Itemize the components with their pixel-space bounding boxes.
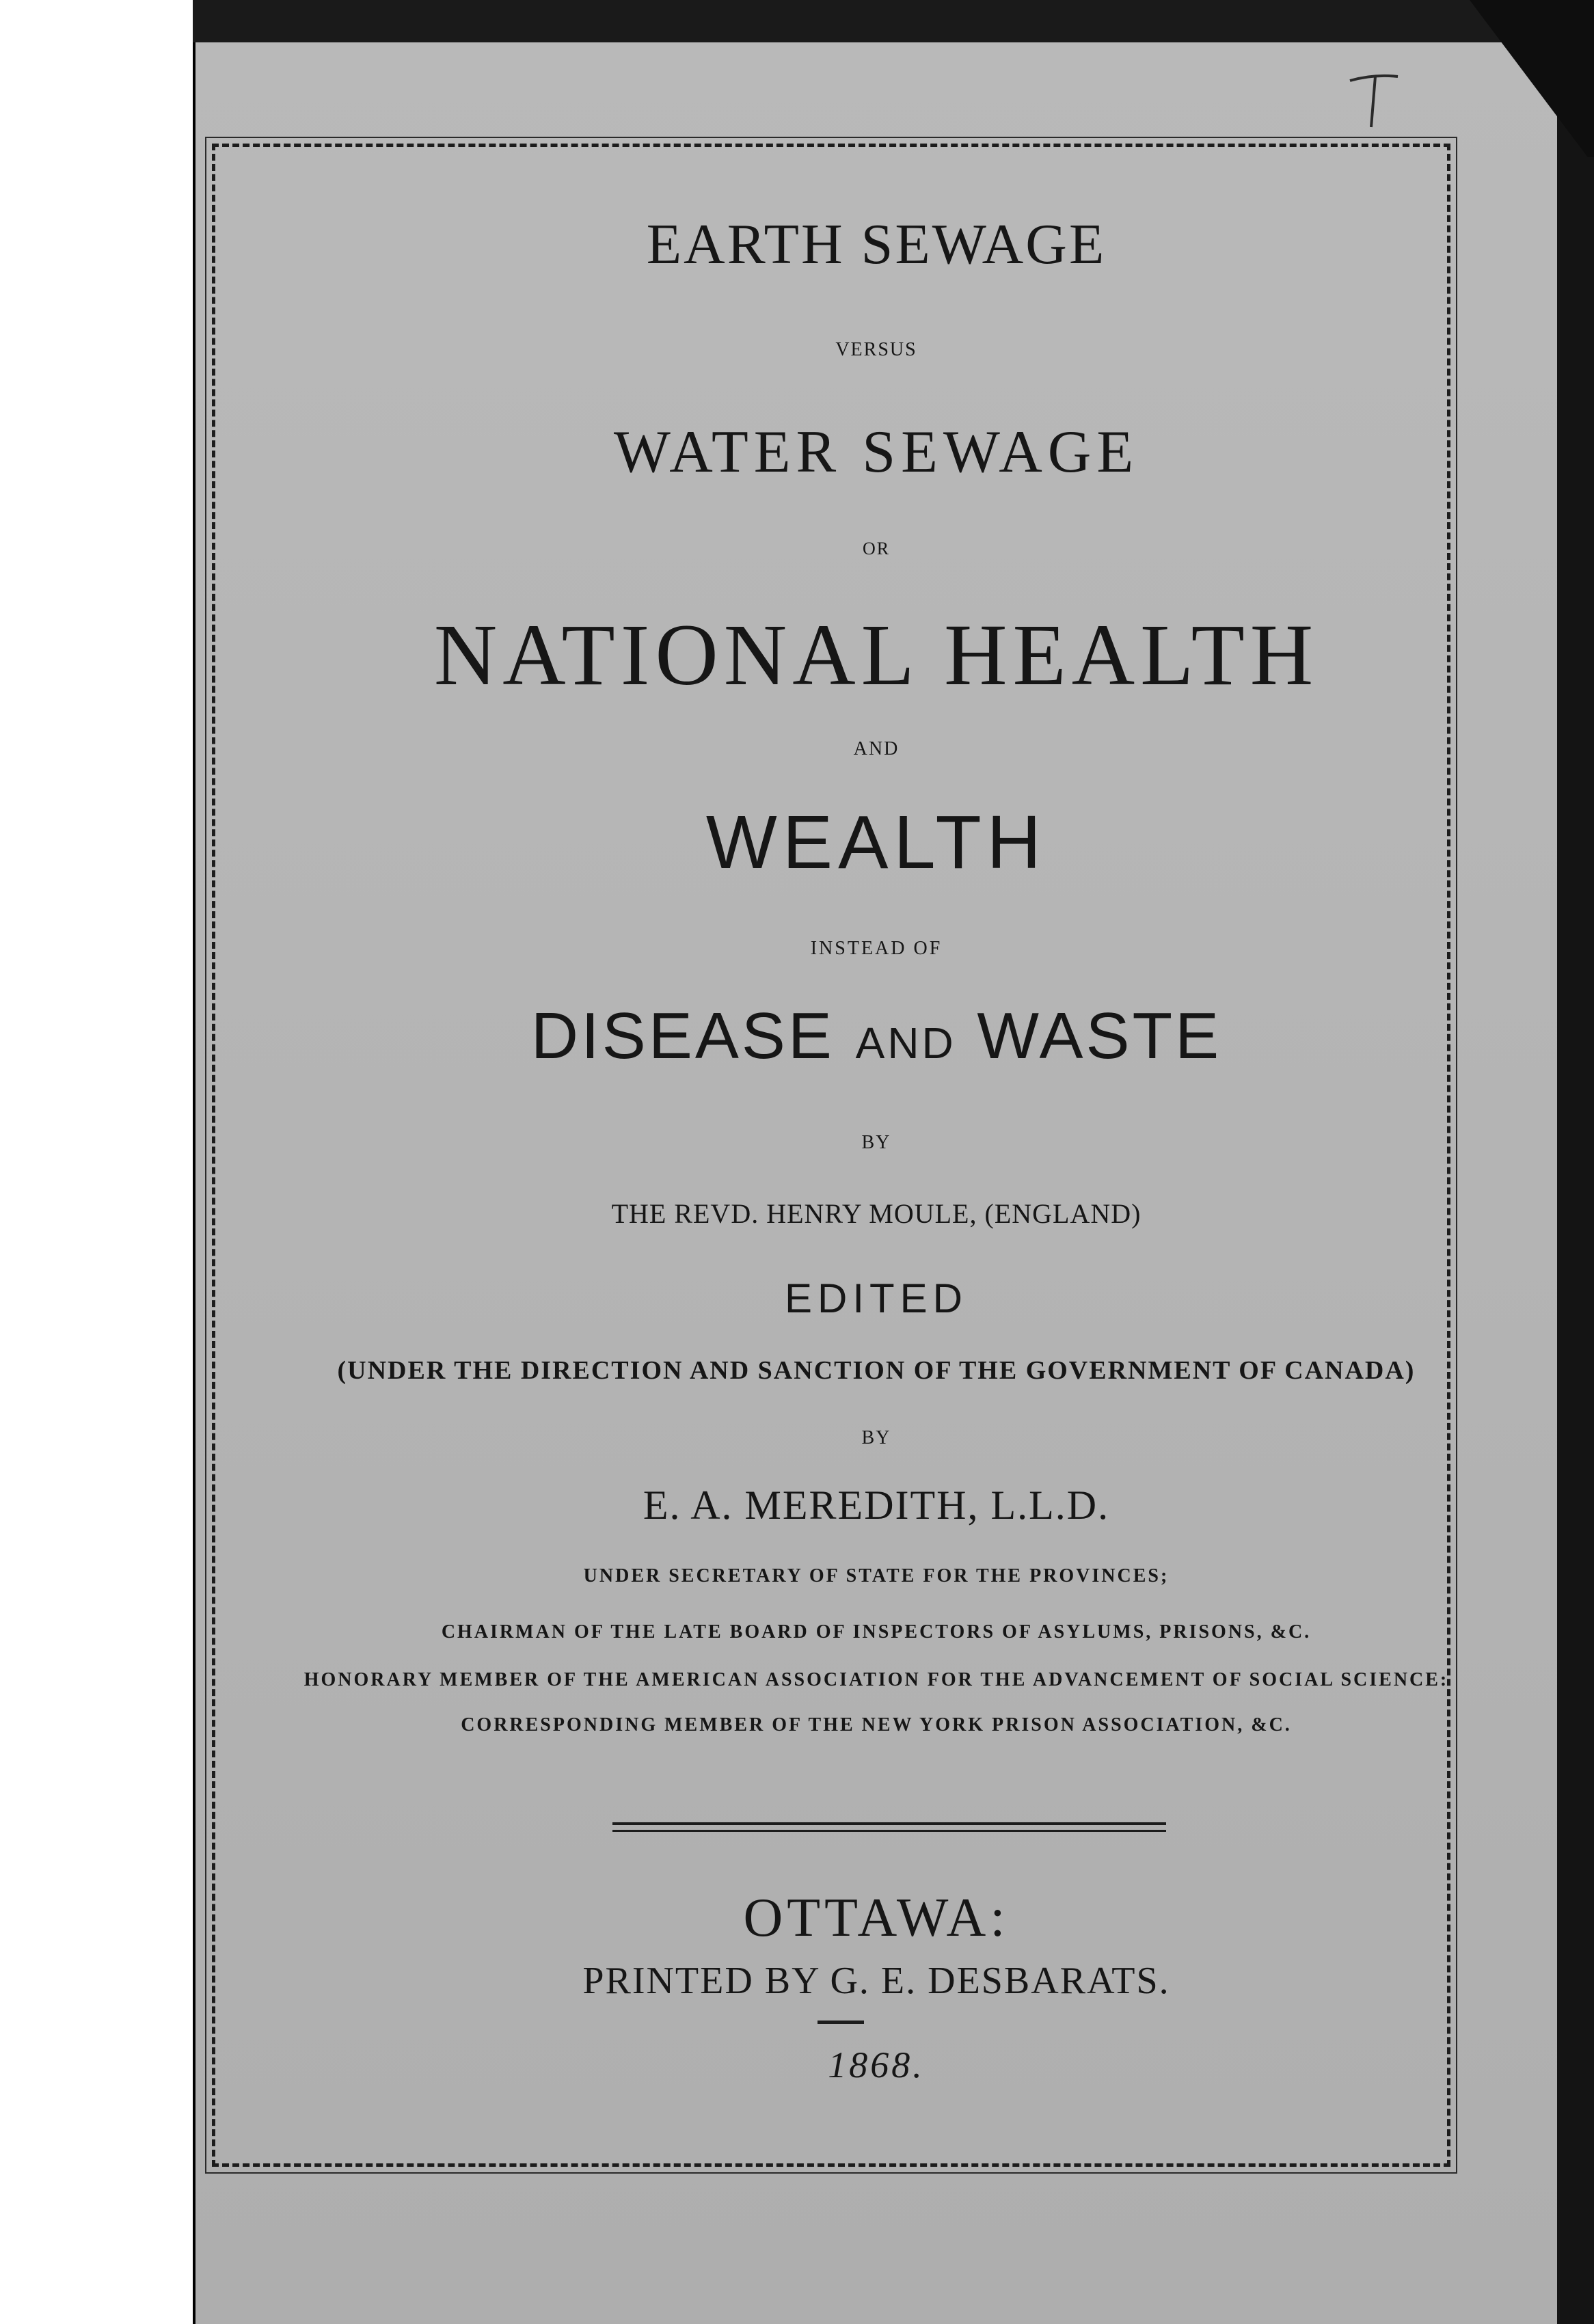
title-earth-sewage: EARTH SEWAGE [646,213,1107,276]
double-rule-divider [612,1822,1166,1832]
editor-credential: UNDER SECRETARY OF STATE FOR THE PROVINCES; [583,1565,1170,1586]
blank-left-margin [0,0,193,2324]
editor-credential: HONORARY MEMBER OF THE AMERICAN ASSOCIATION FOR THE ADVANCEMENT OF SOCIAL SCIENCE: [303,1669,1449,1690]
imprint-place: OTTAWA: [743,1888,1010,1948]
scan-right-edge [1557,0,1594,2324]
handwritten-t-mark [1347,68,1401,130]
title-disease: DISEASE [530,999,835,1072]
editor-credential: CHAIRMAN OF THE LATE BOARD OF INSPECTORS OF ASYLUMS, PRISONS, &C. [441,1621,1312,1643]
title-disease-and-waste [195,999,1557,1072]
title-waste: WASTE [977,999,1222,1072]
title-or: OR [862,539,891,558]
title-versus: VERSUS [835,339,917,360]
imprint-printer: PRINTED BY G. E. DESBARATS. [582,1960,1170,2002]
editor-by: BY [861,1427,891,1448]
author-name: THE REVD. HENRY MOULE, (ENGLAND) [611,1198,1142,1229]
title-wealth: WEALTH [705,800,1047,884]
title-disease-and: AND [855,1018,956,1068]
editor-name: E. A. MEREDITH, L.L.D. [643,1483,1110,1528]
edited-label: EDITED [784,1275,969,1321]
scan-top-edge [193,0,1594,42]
title-national-health: NATIONAL HEALTH [433,606,1319,703]
short-rule [818,2021,864,2024]
title-instead-of: INSTEAD OF [810,938,943,959]
imprint-year: 1868. [828,2044,925,2085]
title-water-sewage: WATER SEWAGE [613,419,1139,485]
title-and: AND [853,738,900,759]
editor-credential: CORRESPONDING MEMBER OF THE NEW YORK PRISON ASSOCIATION, &C. [461,1714,1292,1735]
byline-by: BY [861,1132,891,1153]
government-direction: (UNDER THE DIRECTION AND SANCTION OF THE GOVERNMENT OF CANADA) [337,1356,1416,1385]
